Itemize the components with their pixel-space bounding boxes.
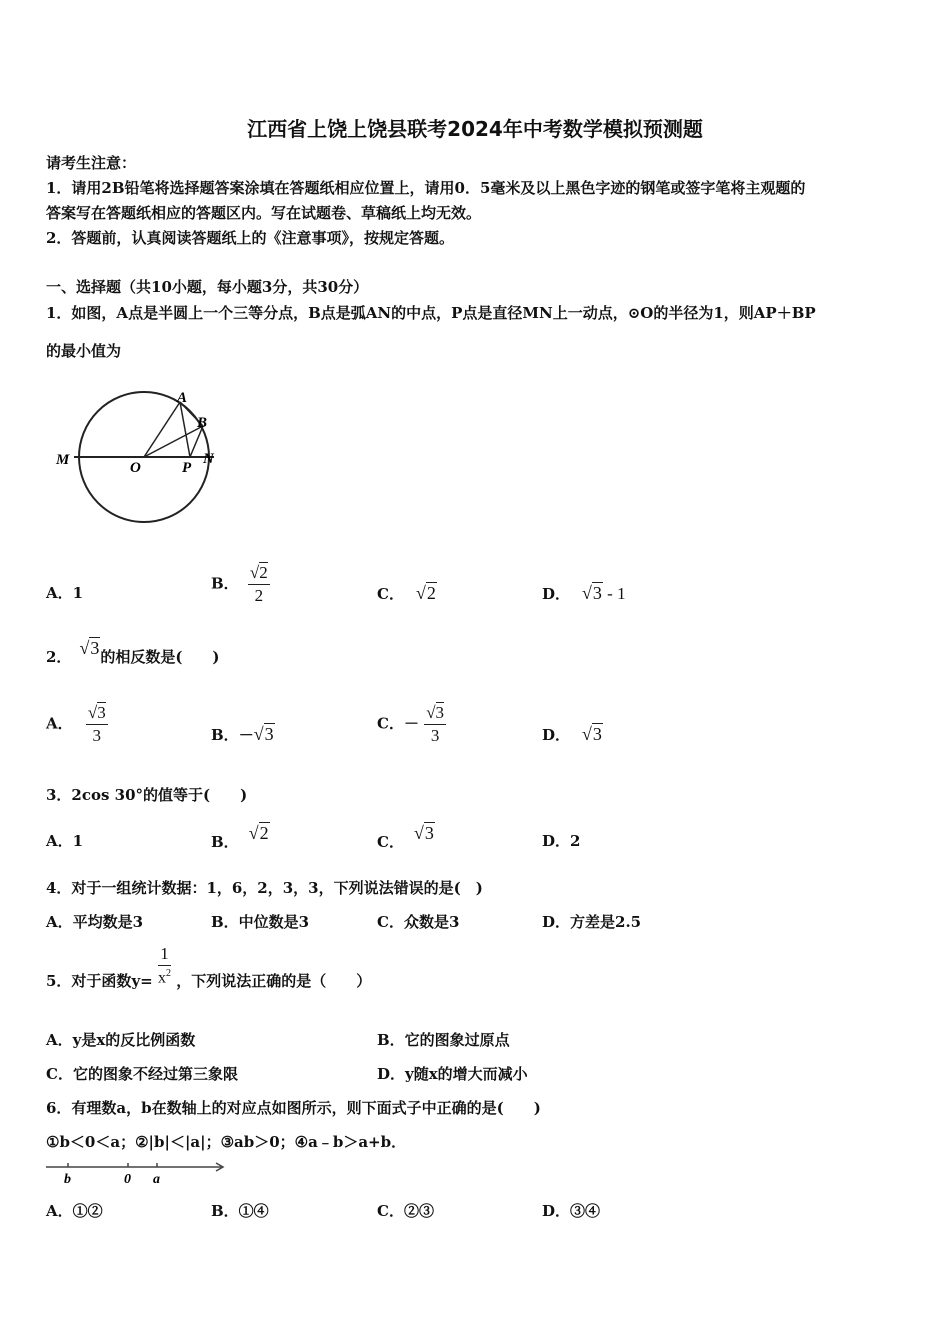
q4-option-a: A．平均数是3 bbox=[46, 913, 144, 931]
q1-option-b: B． $\frac{√2}{2}$ bbox=[211, 563, 268, 605]
q6-option-b: B．①④ bbox=[211, 1202, 269, 1220]
q5-option-c: C．它的图象不经过第三象限 bbox=[46, 1065, 238, 1083]
page-title: 江西省上饶上饶县联考2024年中考数学模拟预测题 bbox=[247, 117, 703, 141]
q3-option-b: B． √2 bbox=[211, 823, 269, 851]
q1-stem: 1．如图，A点是半圆上一个三等分点，B点是弧AN的中点，P点是直径MN上一动点，⊙O的半径为1，则AP＋BP bbox=[46, 304, 816, 322]
q1-option-c: C． √2 bbox=[377, 583, 436, 603]
q5-option-d: D．y随x的增大而减小 bbox=[377, 1065, 528, 1083]
q1-stem-cont: 的最小值为 bbox=[46, 342, 122, 360]
segment-oa bbox=[144, 402, 180, 457]
q2-option-b: B．－√3 bbox=[211, 724, 274, 744]
notes-line-1a: 1．请用2B铅笔将选择题答案涂填在答题纸相应位置上，请用0．5毫米及以上黑色字迹的钢笔或签字笔将主观题的 bbox=[46, 179, 806, 197]
q6-number-line bbox=[44, 1158, 230, 1188]
q3-option-d: D．2 bbox=[542, 832, 581, 850]
q4-stem: 4．对于一组统计数据：1，6，2，3，3，下列说法错误的是( ) bbox=[46, 879, 483, 897]
label-b: B bbox=[197, 415, 208, 431]
q2-option-d: D． √3 bbox=[542, 724, 602, 744]
label-p: P bbox=[182, 460, 192, 476]
label-o: O bbox=[130, 460, 141, 476]
q2-option-c: C．－ $\frac{√3}{3}$ bbox=[377, 703, 445, 745]
q3-option-a: A．1 bbox=[46, 832, 84, 850]
q6-option-d: D．③④ bbox=[542, 1202, 601, 1220]
q3-option-c: C． √3 bbox=[377, 823, 434, 851]
q2-stem: 2． √3的相反数是( ) bbox=[46, 638, 220, 666]
q2-option-a: A． $\frac{√3}{3}$ bbox=[46, 703, 106, 745]
label-a: A bbox=[177, 390, 188, 406]
notes-line-2: 2．答题前，认真阅读答题纸上的《注意事项》，按规定答题。 bbox=[46, 229, 454, 247]
q1-circle-diagram bbox=[50, 380, 230, 535]
q6-stem: 6．有理数a，b在数轴上的对应点如图所示，则下面式子中正确的是( ) bbox=[46, 1099, 541, 1117]
q4-option-d: D．方差是2.5 bbox=[542, 913, 642, 931]
notes-line-1b: 答案写在答题纸相应的答题区内。写在试题卷、草稿纸上均无效。 bbox=[46, 204, 482, 222]
section-heading: 一、选择题（共10小题，每小题3分，共30分） bbox=[46, 278, 369, 296]
q6-option-a: A．①② bbox=[46, 1202, 103, 1220]
label-n: N bbox=[203, 451, 214, 467]
q1-option-d: D． √3 - 1 bbox=[542, 583, 626, 603]
axis-label-b: b bbox=[64, 1172, 71, 1187]
axis-label-a: a bbox=[153, 1172, 160, 1187]
q1-option-a: A．1 bbox=[46, 584, 84, 602]
q5-option-a: A．y是x的反比例函数 bbox=[46, 1031, 196, 1049]
q4-option-b: B．中位数是3 bbox=[211, 913, 310, 931]
segment-ob bbox=[144, 426, 203, 457]
q5-option-b: B．它的图象过原点 bbox=[377, 1031, 510, 1049]
q5-stem: 5．对于函数y= $\frac{1}{x^2}$ ，下列说法正确的是（ ） bbox=[46, 944, 372, 990]
q6-statements: ①b＜0＜a；②|b|＜|a|；③ab＞0；④a﹣b＞a+b． bbox=[46, 1133, 407, 1151]
notes-heading: 请考生注意： bbox=[46, 154, 137, 172]
q3-stem: 3．2cos 30°的值等于( ) bbox=[46, 786, 248, 804]
q4-option-c: C．众数是3 bbox=[377, 913, 460, 931]
q6-option-c: C．②③ bbox=[377, 1202, 434, 1220]
label-m: M bbox=[56, 452, 70, 468]
axis-label-zero: 0 bbox=[124, 1172, 131, 1187]
